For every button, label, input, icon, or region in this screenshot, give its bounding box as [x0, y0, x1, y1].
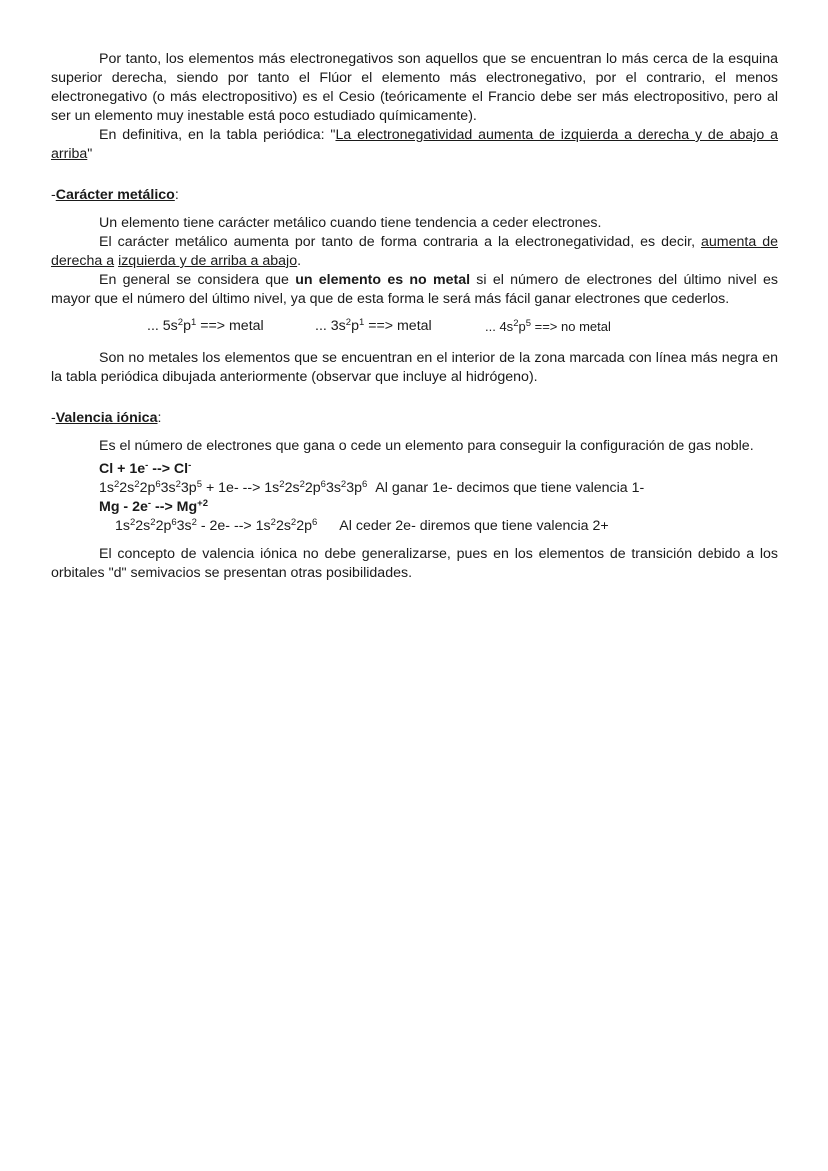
conclusion-tail: ": [87, 146, 93, 162]
paragraph-valencia-limitation: El concepto de valencia iónica no debe generalizarse, pues en los elementos de transición debido a los orbitales "d" semivacios se presentan otras posibilidades.: [51, 546, 778, 581]
example-5s2p1: ... $5s^2p^1$ ==> metal: [147, 317, 264, 334]
paragraph-valencia-definition: Es el número de electrones que gana o cede un elemento para conseguir la configuración de gas noble.: [99, 438, 754, 454]
heading-title: Valencia iónica: [55, 410, 158, 426]
heading-prefix: -: [51, 410, 56, 426]
heading-valencia-ionica: [51, 409, 778, 428]
configuration-examples: [51, 314, 778, 340]
rule-lead: En general se considera que: [99, 272, 296, 288]
paragraph-metalico-definition: Un elemento tiene carácter metálico cuando tiene tendencia a ceder electrones.: [99, 215, 602, 231]
conclusion-underlined: La electronegatividad aumenta de izquierda a derecha y de abajo a arriba: [51, 127, 778, 162]
paragraph-metalico-trend: [51, 233, 778, 271]
configuration-magnesium: $1s^22s^22p^63s^2 - 2e-$ --> $1s^22s^22p^6$ Al ceder 2e- diremos que tiene valencia 2+: [115, 517, 609, 534]
trend-underlined-1: aumenta de derecha a: [51, 234, 778, 269]
equation-chlorine: Cl + 1e- --> Cl-: [99, 460, 192, 477]
trend-lead: El carácter metálico aumenta por tanto de forma contraria a la electronegatividad, es decir,: [99, 234, 702, 250]
paragraph-no-metales-zone: Son no metales los elementos que se encuentran en el interior de la zona marcada con línea más negra en la tabla periódica dibujada anteriormente (observar que incluye al hidrógeno).: [51, 350, 778, 385]
example-3s2p1: ... $3s^2p^1$ ==> metal: [315, 317, 432, 334]
trend-underlined-2: izquierda y de arriba a abajo: [118, 253, 298, 269]
example-4s2p5: ... $4s^2p^5$ ==> no metal: [485, 318, 611, 334]
heading-suffix: :: [174, 187, 179, 203]
heading-caracter-metalico: [51, 186, 778, 205]
heading-title: Carácter metálico: [55, 187, 175, 203]
equation-magnesium: Mg - 2e- --> $Mg^{+2}$: [99, 498, 208, 515]
rule-tail: si el número de electrones del último nivel es mayor que el número del último nivel, ya que de esta forma le será más fácil ganar electrones que cederlos.: [51, 272, 779, 307]
paragraph-electronegativity: Por tanto, los elementos más electronegativos son aquellos que se encuentran lo más cerca de la esquina superior derecha, siendo por tanto el Flúor el elemento más electronegativo, por el contrario, el menos electronegativo (o más electropositivo) es el Cesio (teóricamente el Francio debe ser más electropositivo, pero al ser un elemento muy inestable está poco estudiado químicamente).: [51, 51, 778, 124]
configuration-chlorine: $1s^22s^22p^63s^23p^5 + 1e-$ --> $1s^22s^22p^63s^23p^6$ Al ganar 1e- decimos que tiene valencia 1-: [99, 479, 645, 496]
chlorine-valence-note: Al ganar 1e- decimos que tiene valencia 1-: [375, 480, 645, 496]
paragraph-conclusion: [51, 126, 778, 164]
heading-prefix: -: [51, 187, 56, 203]
heading-suffix: :: [157, 410, 162, 426]
magnesium-valence-note: Al ceder 2e- diremos que tiene valencia 2+: [339, 518, 609, 534]
paragraph-no-metal-rule: [51, 271, 778, 309]
rule-bold: un elemento es no metal: [295, 272, 471, 288]
trend-tail: .: [297, 253, 302, 269]
conclusion-lead: En definitiva, en la tabla periódica: ": [99, 127, 336, 143]
document-page: [51, 50, 778, 583]
